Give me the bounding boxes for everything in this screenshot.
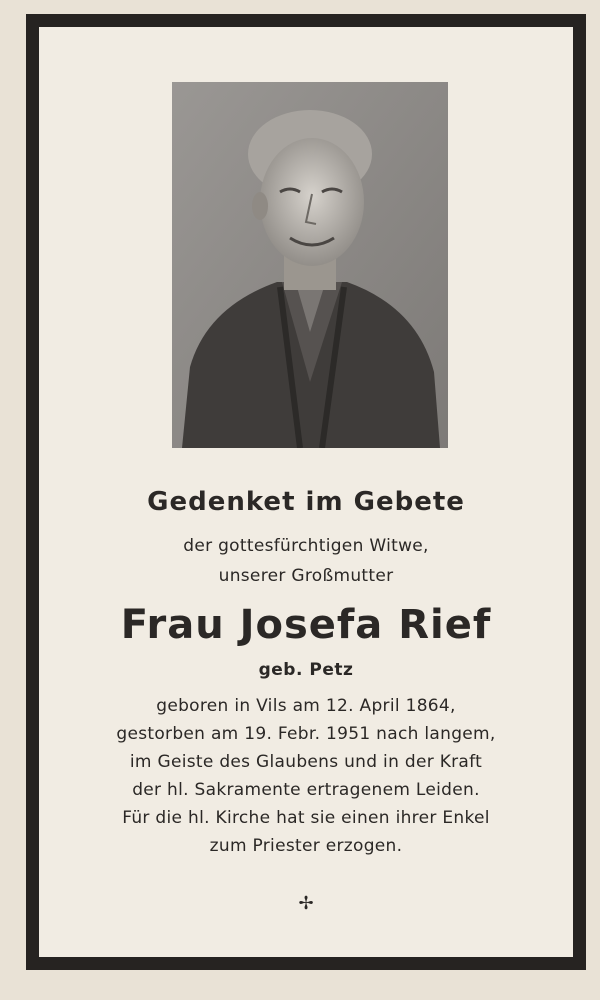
biography-text [39, 692, 573, 860]
biography-line: im Geiste des Glaubens und in der Kraft [129, 752, 483, 772]
biography-line: Für die hl. Kirche hat sie einen ihrer Enkel [122, 808, 490, 828]
biography-line: zum Priester erzogen. [209, 836, 403, 856]
portrait-photo [172, 82, 448, 448]
portrait-illustration [172, 82, 448, 448]
cross-ornament-icon: ✢ [298, 893, 314, 914]
subtitle-line-1: der gottesfürchtigen Witwe, [183, 536, 429, 556]
maiden-name: geb. Petz [258, 660, 354, 680]
memorial-card [26, 14, 586, 970]
biography-line: gestorben am 19. Febr. 1951 nach langem, [116, 724, 496, 744]
deceased-name: Frau Josefa Rief [120, 602, 492, 648]
heading: Gedenket im Gebete [147, 487, 465, 517]
subtitle-line-2: unserer Großmutter [218, 566, 394, 586]
biography-line: der hl. Sakramente ertragenem Leiden. [132, 780, 480, 800]
biography-line: geboren in Vils am 12. April 1864, [156, 696, 456, 716]
